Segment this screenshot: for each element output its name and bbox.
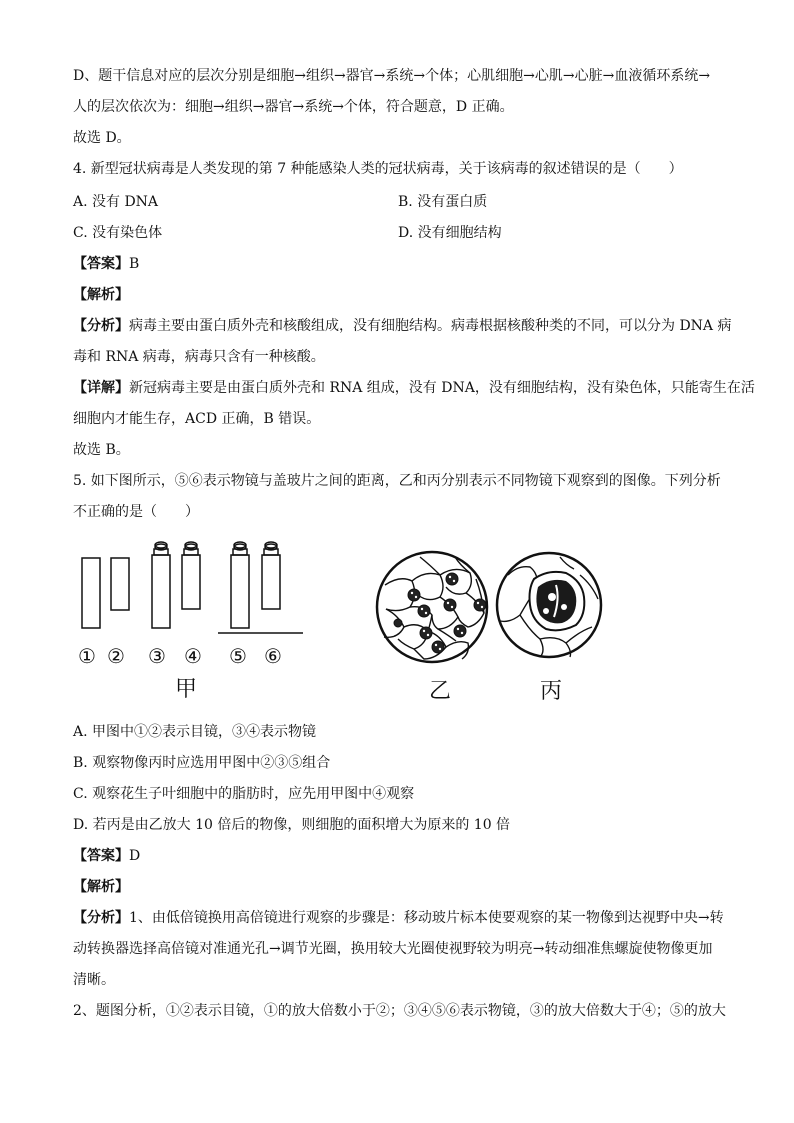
line-3: 故选 D。 [73, 130, 131, 146]
question-5-line2: 不正确的是（ ） [73, 504, 199, 520]
q4-analysis-1 [73, 317, 731, 335]
num-4: ④ [184, 644, 202, 668]
num-2: ② [107, 644, 125, 668]
analysis-tag: 【分析】 [73, 318, 129, 334]
objective-5 [231, 542, 249, 628]
q4-analysis-heading: 【解析】 [73, 287, 129, 303]
q4-analysis-2: 毒和 RNA 病毒，病毒只含有一种核酸。 [73, 349, 325, 365]
objective-3 [152, 542, 170, 628]
q4-option-a: A. 没有 DNA [73, 194, 159, 210]
figure-jia [82, 542, 303, 633]
q4-detail-1 [73, 379, 755, 397]
detail-tag: 【详解】 [73, 380, 129, 396]
q4-answer [73, 255, 139, 273]
eyepiece-1 [82, 558, 100, 628]
answer-tag: 【答案】 [73, 848, 129, 864]
q5-analysis-1 [73, 909, 724, 927]
q5-answer [73, 847, 140, 865]
question-4: 4. 新型冠状病毒是人类发现的第 7 种能感染人类的冠状病毒，关于该病毒的叙述错误的是（ ） [73, 161, 683, 177]
analysis-text: 1、由低倍镜换用高倍镜进行观察的步骤是：移动玻片标本使要观察的某一物像到达视野中央→转 [129, 910, 724, 926]
num-5: ⑤ [229, 644, 247, 668]
objective-4 [182, 542, 200, 609]
eyepiece-2 [111, 558, 129, 610]
bing-cell [530, 572, 585, 630]
answer-tag: 【答案】 [73, 256, 129, 272]
objective-6 [262, 542, 280, 609]
q4-option-d: D. 没有细胞结构 [398, 225, 502, 241]
num-3: ③ [148, 644, 166, 668]
q4-option-c: C. 没有染色体 [73, 225, 163, 241]
q4-detail-2: 细胞内才能生存，ACD 正确，B 错误。 [73, 411, 321, 427]
answer-value: D [129, 848, 141, 864]
q5-analysis-2: 动转换器选择高倍镜对准通光孔→调节光圈，换用较大光圈使视野较为明亮→转动细准焦螺旋使物像更加 [73, 941, 713, 957]
q5-option-d: D. 若丙是由乙放大 10 倍后的物像，则细胞的面积增大为原来的 10 倍 [73, 817, 511, 833]
label-jia: 甲 [175, 677, 198, 702]
num-6: ⑥ [264, 644, 282, 668]
q5-analysis-3: 清晰。 [73, 972, 115, 988]
q4-conclusion: 故选 B。 [73, 442, 130, 458]
answer-value: B [129, 256, 140, 272]
line-1: D、题干信息对应的层次分别是细胞→组织→器官→系统→个体；心肌细胞→心肌→心脏→血液循环系统→ [73, 68, 711, 84]
label-yi: 乙 [429, 679, 452, 704]
q5-option-b: B. 观察物像丙时应选用甲图中②③⑤组合 [73, 755, 331, 771]
num-1: ① [78, 644, 96, 668]
q4-option-b: B. 没有蛋白质 [398, 194, 488, 210]
label-bing: 丙 [540, 679, 563, 704]
yi-nuclei [394, 573, 486, 653]
q5-option-a: A. 甲图中①②表示目镜，③④表示物镜 [73, 724, 317, 740]
microscope-figure [0, 535, 794, 705]
lens-numbers [78, 644, 282, 668]
analysis-tag: 【分析】 [73, 910, 129, 926]
line-2: 人的层次依次为：细胞→组织→器官→系统→个体，符合题意，D 正确。 [73, 99, 514, 115]
analysis-text: 病毒主要由蛋白质外壳和核酸组成，没有细胞结构。病毒根据核酸种类的不同，可以分为 DNA 病 [129, 318, 732, 334]
detail-text: 新冠病毒主要是由蛋白质外壳和 RNA 组成，没有 DNA，没有细胞结构，没有染色体，只能寄生在活 [129, 380, 755, 396]
question-5-line1: 5. 如下图所示，⑤⑥表示物镜与盖玻片之间的距离，乙和丙分别表示不同物镜下观察到的图像。下列分析 [73, 473, 721, 489]
q5-analysis-4: 2、题图分析，①②表示目镜，①的放大倍数小于②；③④⑤⑥表示物镜，③的放大倍数大于④；⑤的放大 [73, 1003, 726, 1019]
q5-analysis-heading: 【解析】 [73, 879, 129, 895]
q5-option-c: C. 观察花生子叶细胞中的脂肪时，应先用甲图中④观察 [73, 786, 415, 802]
